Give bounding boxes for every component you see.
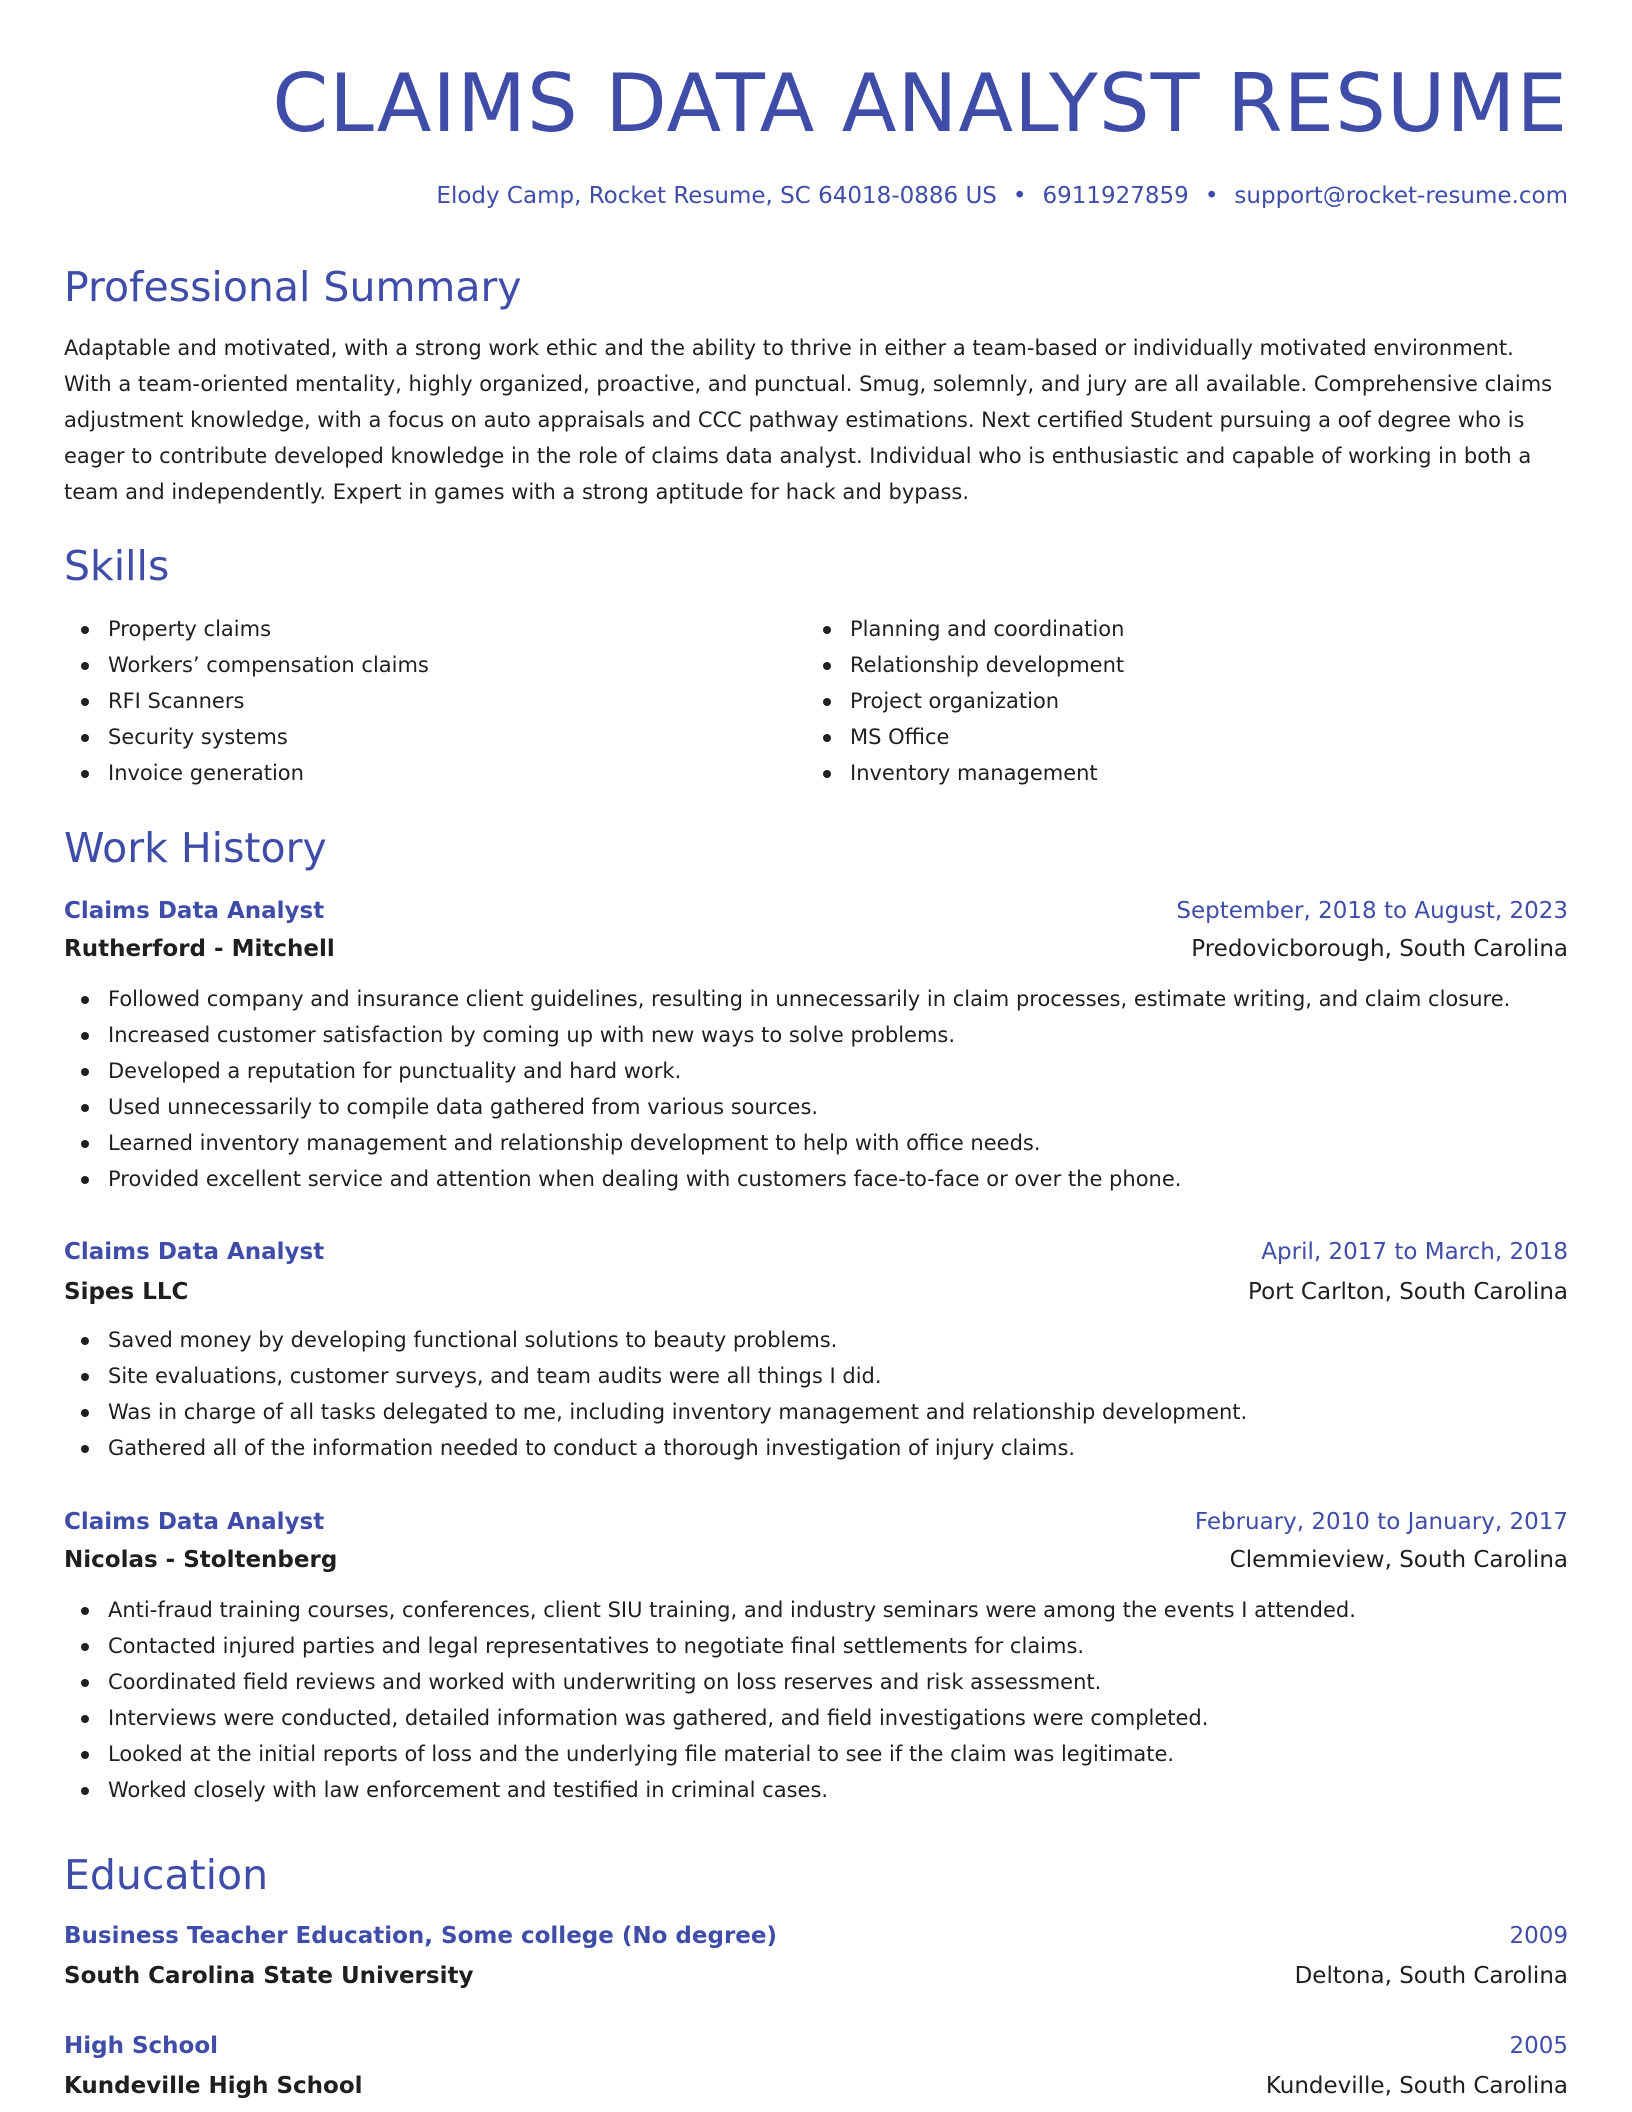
work-history-section (64, 823, 1568, 1802)
bullet-item: Saved money by developing functional solutions to beauty problems. (64, 1322, 1568, 1358)
bullet-item: Developed a reputation for punctuality and hard work. (64, 1053, 1568, 1089)
job-title: Claims Data Analyst (64, 1509, 325, 1535)
education-degree: Business Teacher Education, Some college (No degree) (64, 1923, 778, 1949)
education-section (64, 1850, 1568, 2099)
bullet-item: Followed company and insurance client guidelines, resulting in unnecessarily in claim processes, estimate writing, and claim closure. (64, 981, 1568, 1017)
skill-item: Planning and coordination (806, 611, 1548, 647)
job-entry (64, 1236, 1568, 1466)
contact-line (64, 180, 1568, 212)
bullet-item: Gathered all of the information needed to conduct a thorough investigation of injury claims. (64, 1430, 1568, 1466)
job-entry (64, 1506, 1568, 1808)
job-location: Port Carlton, South Carolina (1248, 1279, 1568, 1305)
education-year: 2005 (1509, 2033, 1568, 2059)
bullet-item: Worked closely with law enforcement and testified in criminal cases. (64, 1772, 1568, 1808)
resume-page (64, 0, 1568, 2099)
contact-separator: • (1204, 183, 1219, 209)
skill-item: Property claims (64, 611, 806, 647)
job-company: Nicolas - Stoltenberg (64, 1547, 338, 1573)
contact-address: Elody Camp, Rocket Resume, SC 64018-0886 US (436, 183, 997, 209)
skill-item: Invoice generation (64, 755, 806, 791)
education-degree: High School (64, 2033, 219, 2059)
job-header-row (64, 895, 1568, 927)
education-entry (64, 1920, 1568, 1992)
skill-item: RFI Scanners (64, 683, 806, 719)
job-title: Claims Data Analyst (64, 1239, 325, 1265)
bullet-item: Anti-fraud training courses, conferences, client SIU training, and industry seminars were among the events I attended. (64, 1592, 1568, 1628)
job-company-row (64, 1544, 1568, 1576)
education-school-row (64, 2070, 1568, 2102)
education-header-row (64, 1920, 1568, 1952)
bullet-item: Provided excellent service and attention when dealing with customers face-to-face or over the phone. (64, 1161, 1568, 1197)
job-dates: February, 2010 to January, 2017 (1194, 1509, 1568, 1535)
skill-item: Workers’ compensation claims (64, 647, 806, 683)
job-dates: April, 2017 to March, 2018 (1261, 1239, 1568, 1265)
section-heading: Education (64, 1851, 269, 1899)
education-header-row (64, 2030, 1568, 2062)
job-company-row (64, 933, 1568, 965)
professional-summary-section (64, 262, 1568, 510)
education-location: Kundeville, South Carolina (1265, 2073, 1568, 2099)
job-bullets (64, 1322, 1568, 1466)
education-school: Kundeville High School (64, 2073, 363, 2099)
skills-grid (64, 611, 1568, 791)
contact-phone: 6911927859 (1042, 183, 1189, 209)
job-company: Sipes LLC (64, 1279, 189, 1305)
bullet-item: Used unnecessarily to compile data gathered from various sources. (64, 1089, 1568, 1125)
skill-item: Inventory management (806, 755, 1548, 791)
bullet-item: Contacted injured parties and legal representatives to negotiate final settlements for claims. (64, 1628, 1568, 1664)
resume-title: CLAIMS DATA ANALYST RESUME (272, 57, 1568, 150)
skills-list-right (806, 611, 1548, 791)
job-location: Clemmieview, South Carolina (1229, 1547, 1568, 1573)
bullet-item: Increased customer satisfaction by coming up with new ways to solve problems. (64, 1017, 1568, 1053)
job-location: Predovicborough, South Carolina (1191, 936, 1568, 962)
section-heading: Professional Summary (64, 263, 522, 311)
job-header-row (64, 1506, 1568, 1538)
education-school: South Carolina State University (64, 1963, 474, 1989)
job-header-row (64, 1236, 1568, 1268)
bullet-item: Was in charge of all tasks delegated to me, including inventory management and relationship development. (64, 1394, 1568, 1430)
education-entry (64, 2030, 1568, 2102)
skills-list-left (64, 611, 806, 791)
education-location: Deltona, South Carolina (1294, 1963, 1568, 1989)
skill-item: MS Office (806, 719, 1548, 755)
bullet-item: Coordinated field reviews and worked with underwriting on loss reserves and risk assessment. (64, 1664, 1568, 1700)
section-heading: Work History (64, 824, 327, 872)
skills-section (64, 541, 1568, 791)
skill-item: Relationship development (806, 647, 1548, 683)
section-heading: Skills (64, 542, 170, 590)
job-bullets (64, 981, 1568, 1197)
education-school-row (64, 1960, 1568, 1992)
bullet-item: Site evaluations, customer surveys, and team audits were all things I did. (64, 1358, 1568, 1394)
job-title: Claims Data Analyst (64, 898, 325, 924)
job-company-row (64, 1276, 1568, 1308)
bullet-item: Learned inventory management and relationship development to help with office needs. (64, 1125, 1568, 1161)
skill-item: Security systems (64, 719, 806, 755)
job-bullets (64, 1592, 1568, 1808)
job-entry (64, 895, 1568, 1197)
bullet-item: Looked at the initial reports of loss and the underlying file material to see if the claim was legitimate. (64, 1736, 1568, 1772)
summary-text: Adaptable and motivated, with a strong work ethic and the ability to thrive in either a team-based or individually motivated environment. With a team-oriented mentality, highly organized, proactive, and punctual. Smug, solemnly, and jury are all available. Comprehensive claims adjustment knowledge, with a focus on auto appraisals and CCC pathway estimations. Next certified Student pursuing a oof degree who is eager to contribute developed knowledge in the role of claims data analyst. Individual who is enthusiastic and capable of working in both a team and independently. Expert in games with a strong aptitude for hack and bypass. (64, 336, 1553, 504)
job-company: Rutherford - Mitchell (64, 936, 335, 962)
bullet-item: Interviews were conducted, detailed information was gathered, and field investigations were completed. (64, 1700, 1568, 1736)
contact-separator: • (1012, 183, 1027, 209)
education-year: 2009 (1509, 1923, 1568, 1949)
contact-email[interactable]: support@rocket-resume.com (1234, 183, 1568, 209)
skill-item: Project organization (806, 683, 1548, 719)
job-dates: September, 2018 to August, 2023 (1176, 898, 1568, 924)
